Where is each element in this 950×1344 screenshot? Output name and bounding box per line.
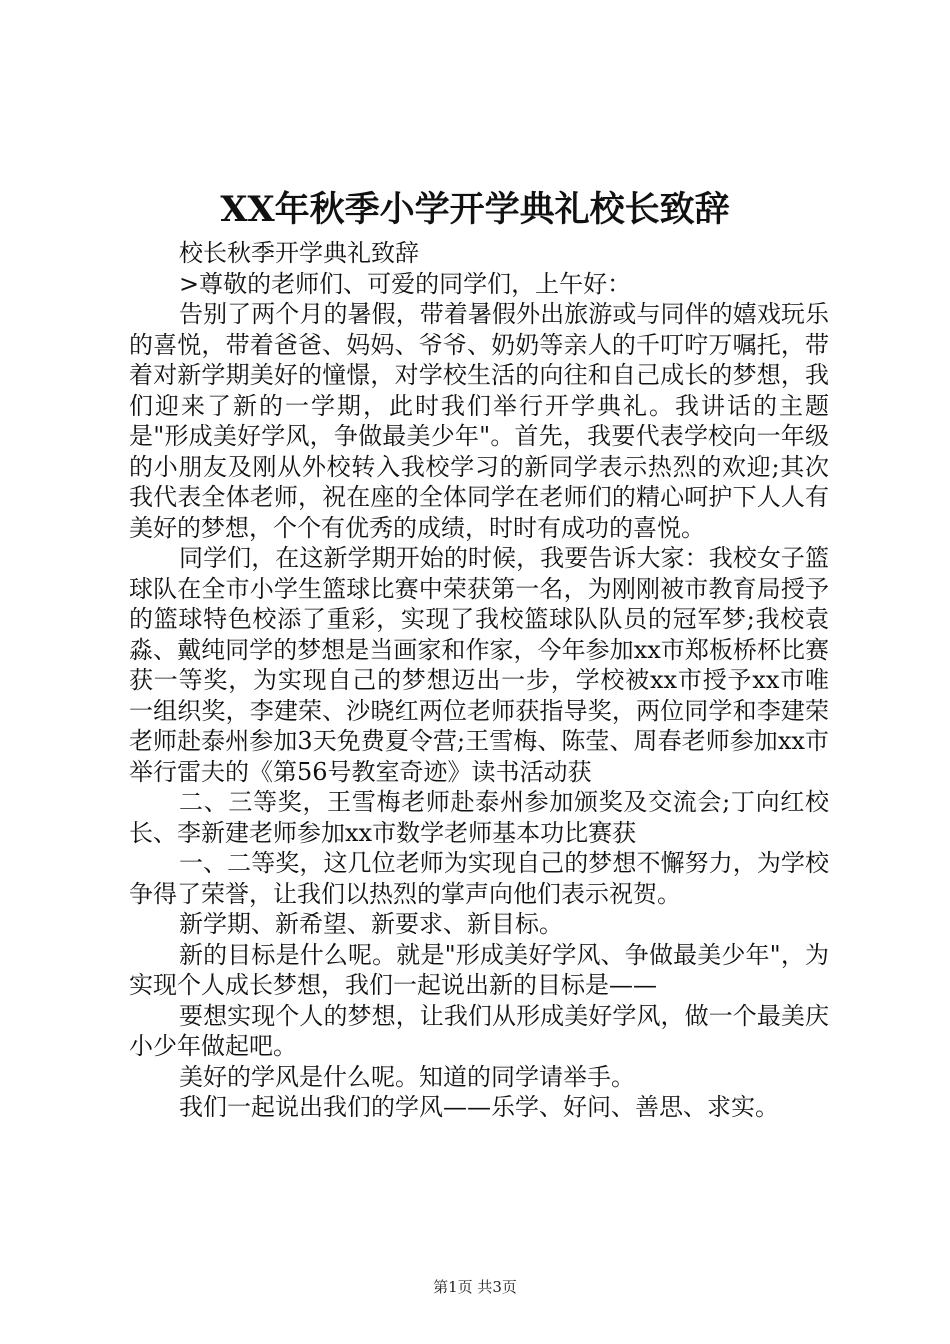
document-title: XX年秋季小学开学典礼校长致辞 — [220, 189, 730, 230]
page-footer: 第1页 共3页 — [433, 1278, 517, 1296]
paragraph-greeting: >尊敬的老师们、可爱的同学们，上午好： — [179, 269, 632, 298]
paragraph-awards-first-second: 一、二等奖，这几位老师为实现自己的梦想不懈努力，为学校争得了荣誉，让我们以热烈的掌声向他们表示祝贺。 — [129, 849, 829, 908]
paragraph-subtitle: 校长秋季开学典礼致辞 — [179, 239, 419, 267]
paragraph-awards-second-third: 二、三等奖，王雪梅老师赴泰州参加颁奖及交流会;丁向红校长、李新建老师参加xx市数学老师基本功比赛获 — [129, 788, 829, 847]
paragraph-study-style: 我们一起说出我们的学风——乐学、好问、善思、求实。 — [179, 1093, 779, 1121]
paragraph-new-term: 新学期、新希望、新要求、新目标。 — [179, 910, 563, 938]
paragraph-achievements: 同学们，在这新学期开始的时候，我要告诉大家：我校女子篮球队在全市小学生篮球比赛中荣获第一名，为刚刚被市教育局授予的篮球特色校添了重彩，实现了我校篮球队队员的冠军梦;我校袁淼、戴纯同学的梦想是当画家和作家，今年参加xx市郑板桥杯比赛获一等奖，为实现自己的梦想迈出一步，学校被xx市授予xx市唯一组织奖，李建荣、沙晓红两位老师获指导奖，两位同学和李建荣老师赴泰州参加3天免费夏令营;王雪梅、陈莹、周春老师参加xx市举行雷夫的《第56号教室奇迹》读书活动获 — [129, 544, 829, 786]
paragraph-study-style-question: 美好的学风是什么呢。知道的同学请举手。 — [179, 1062, 635, 1091]
paragraph-opening: 告别了两个月的暑假，带着暑假外出旅游或与同伴的嬉戏玩乐的喜悦，带着爸爸、妈妈、爷爷、奶奶等亲人的千叮咛万嘱托，带着对新学期美好的憧憬，对学校生活的向往和自己成长的梦想，我们迎来了新的一学期，此时我们举行开学典礼。我讲话的主题是"形成美好学风，争做最美少年"。首先，我要代表学校向一年级的小朋友及刚从外校转入我校学习的新同学表示热烈的欢迎;其次我代表全体老师，祝在座的全体同学在老师们的精心呵护下人人有美好的梦想，个个有优秀的成绩，时时有成功的喜悦。 — [129, 300, 829, 542]
paragraph-dream: 要想实现个人的梦想，让我们从形成美好学风，做一个最美庆小少年做起吧。 — [129, 1001, 829, 1060]
document-body — [129, 238, 829, 1123]
paragraph-new-goal: 新的目标是什么呢。就是"形成美好学风、争做最美少年"，为实现个人成长梦想，我们一起说出新的目标是—— — [129, 940, 829, 999]
